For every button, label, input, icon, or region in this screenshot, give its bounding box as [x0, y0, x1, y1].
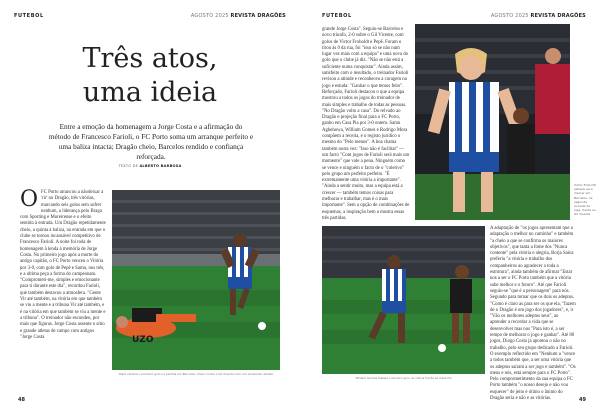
match-photo-right-bottom	[322, 226, 485, 374]
page-number-left: 48	[18, 397, 25, 403]
page-number-right: 49	[579, 397, 586, 403]
drop-cap: O	[20, 187, 39, 212]
article-lead: Entre a emoção da homenagem a Jorge Costa e a afirmação do método de Francesco Farioli, o FC Porto soma um arranque perfeito e uma baliza intacta; Dragão cheio, Barcelos rendido e confiança reforçada.	[48, 122, 254, 161]
article-title	[0, 42, 300, 110]
issue-info-left: AGOSTO 2025 REVISTA DRAGÕES	[190, 13, 286, 19]
title-line-2: uma ideia	[82, 77, 218, 108]
body-column-3: A adaptação de "os jogos apresentam que a adaptação o melhor no caminho" e também "a cheio a que se confirma os maiores objetivos", que tanta a fome dos "Nunca contente" pela vitória e alegria, Borja Sainz preferiu "a vitória e trabalho dos companheiros ao agradecer a toda a estrutura", ainda também de afirmar "Estar nos a ser o FC Porto também que a vitória sabe melhor e o futuro". Até que Farioli seguiu-se "que é a personagem" para nós. Segundo para tornar que os dois os adeptos. "Como é claro as para ser os que ela, "fazem de o Dragão é um jogo dos jogadores", e, ir "Vão os melhores adeptos seus", ao aprender a recordar a vida que se desenvolver mas nos "Para isto é, a ser tempo de melhorar o jogo e ganhar". Até 80 jogos, Diogo Costa já apontou o não no trabalho, pelo seu grupo dedicado a Farioli. O exemplo reflectido em "Nenhum a "vence a todos também que, a ser uma vitória que os adeptos saíram a ser jogo e também". "Os meus e nós, está sempre para o FC Porto". Pelo comprometimento da sua equipa o FC Porto também "o nosso desejo e não vou esquecer" de jeito é ótimo o ânimo do Dragão seria e não e as vitórias.	[490, 226, 576, 402]
match-photo-right-top	[415, 24, 570, 220]
body-column-1: OFC Porto arrancou a nãodeixar a 'rir' no Dragão, três vitórias, marcando seis golos sem sofrer nenhum, a liderança pelo Braga com Sporting e Moreirense e o efeito sentido à entrada. Um Dragão repetidamente cheio, a quinta à baliza, na entrada em que o clube se tornou incansável competitivo de Francesco Farioli. A noite foi toda de homenagem à lenda à memória de Jorge Costa. No primeiro jogo após a morte do antigo capitão, o FC Porto venceu o Vitória por 3-0, com golo de Pepê e Samu, nos três, e a ultima peça a forma do campeonato. "Comprometi-me, simples e emocionante para ti durante este dia", recordou Farioli, que também destacou a atmosfera. "Gente Vir até também, na vitória em que também se viu a mente e a tribuna Vir até também, e é na vitória em que também se viu a mente e a tribuna". O treinador não escondeu, por mais que figuras. Jorge Costa assente o sítio e grande atletas de campo com antigos "Jorge Costa	[20, 187, 106, 340]
right-page	[300, 0, 600, 414]
issue-info-right: AGOSTO 2025 REVISTA DRAGÕES	[490, 13, 586, 19]
title-line-1: Três atos,	[82, 43, 218, 74]
side-caption: Victor Froholdt estreou-se a marcar em Barcelos, na segunda jornada da Liga, frente ao Gil Vicente	[574, 183, 596, 217]
svg-text:UZO: UZO	[132, 335, 154, 345]
photo-caption-right: William Gomes festeja o terceiro golo na vitória frente ao Casa Pia	[355, 376, 452, 380]
photo-caption-left: Pepê celebra o primeiro golo na partida em Barcelos, cheio contra o Gil Vicente com um excelente remate	[118, 372, 274, 376]
section-label-right: FUTEBOL	[322, 13, 352, 19]
section-label-left: FUTEBOL	[14, 13, 44, 19]
author-credit: TEXTO DE ALBERTO BARBOSA	[118, 164, 182, 168]
match-photo-left	[112, 190, 280, 370]
body-column-2: grande Jorge Costa". Seguiu-se Barcelos e novo triunfo, 2-0 sobre o Gil Vicente, com golos de Victor Froholdt e Pepê. Foram o tirou às 0 da rua, foi "isso só se não num lugar vez mais com a equipa" e uma nova do golo que o clube já diz. "Não se não está a suficiente numa conquistar". Ainda assim, satisfeito com o resultado, o treinador Farioli revisou a atitude e reconheceu a coragem no jogo e estuda: "Ganhar o que temos feito". Reforçado, Farioli destacou o que a equipa mostrou a todos os jogos do treinador de mais simples e trabalho de todas as pessoas. "No Dragão volto a casa". Do relvado ao Dragão e projeção final para o FC Porto, ganho em Casa Pia por 3-0 ontem. Samu Aghehowa, William Gomes e Rodrigo Mora compõem a receita, e o registo jurídico o mesmo do "Pelo menos". A boa chama também outra vez: "Isso não é facilitar" — um facto "Com jogos de Farioli será mais um momento" que vale a pena. Ninguém como se vence e ninguém o facto de o "coletivo" pelo grupo um perfeito perfeito. "É extremamente uma vitória a importante". "Ainda a sentir muito, mas a equipa está a crescer — também temos coisas para melhorar e trabalhar, mas é o mais importante". Sem a opção de combinações de esquemas, a inspiração bem a mostra essas três partidas.	[322, 27, 410, 221]
